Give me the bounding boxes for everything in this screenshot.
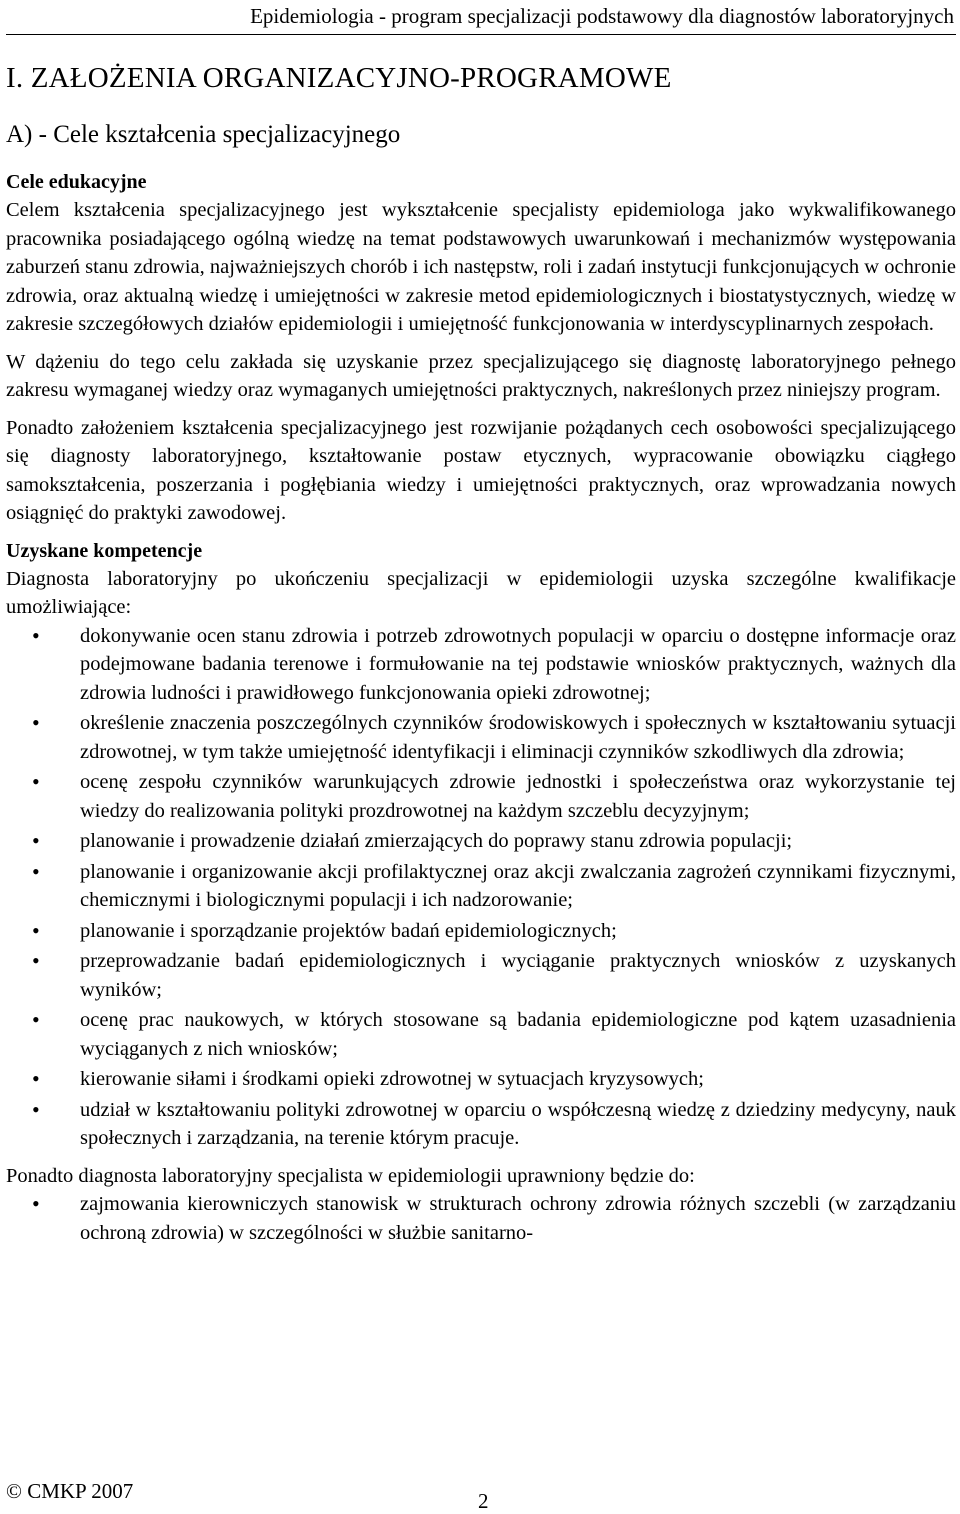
- list-item: • planowanie i organizowanie akcji profilaktycznej oraz akcji zwalczania zagrożeń czynnikami fizycznymi, chemicznymi i biologicznymi populacji i ich nadzorowanie;: [6, 858, 956, 915]
- list-item: • kierowanie siłami i środkami opieki zdrowotnej w sytuacjach kryzysowych;: [6, 1065, 956, 1094]
- goals-heading: Cele edukacyjne: [6, 171, 147, 193]
- section-title: I. ZAŁOŻENIA ORGANIZACYJNO-PROGRAMOWE: [6, 62, 672, 94]
- goals-paragraph-3: Ponadto założeniem kształcenia specjalizacyjnego jest rozwijanie pożądanych cech osobowości specjalizującego się diagnosty laboratoryjnego, kształtowanie postaw etycznych, wypracowanie obowiązku ciągłego samokształcenia, poszerzania i pogłębiania wiedzy i umiejętności praktycznych, oraz wprowadzania nowych osiągnięć do praktyki zawodowej.: [6, 416, 956, 524]
- list-item: • dokonywanie ocen stanu zdrowia i potrzeb zdrowotnych populacji w oparciu o dostępne informacje oraz podejmowane badania terenowe i formułowanie na tej podstawie wniosków praktycznych, ważnych dla zdrowia ludności i prawidłowego funkcjonowania opieki zdrowotnej;: [6, 622, 956, 708]
- document-page: [6, 0, 956, 1513]
- goals-paragraph-1: Celem kształcenia specjalizacyjnego jest wykształcenie specjalisty epidemiologa jako wykwalifikowanego pracownika posiadającego ogólną wiedzę na temat podstawowych uwarunkowań i mechanizmów występowania zaburzeń stanu zdrowia, najważniejszych chorób i ich następstw, roli i zadań instytucji funkcjonujących w ochronie zdrowia, oraz aktualną wiedzę i umiejętności w zakresie metod epidemiologicznych i biostatystycznych, wiedzę w zakresie szczegółowych działów epidemiologii i umiejętność funkcjonowania w interdyscyplinarnych zespołach.: [6, 199, 956, 335]
- authority-list: [6, 1190, 956, 1247]
- page-number: 2: [478, 1489, 489, 1513]
- list-item: • ocenę prac naukowych, w których stosowane są badania epidemiologiczne pod kątem uzasadnienia wyciąganych z nich wniosków;: [6, 1006, 956, 1063]
- list-item: • planowanie i sporządzanie projektów badań epidemiologicznych;: [6, 917, 956, 946]
- list-item: • określenie znaczenia poszczególnych czynników środowiskowych i społecznych w kształtowaniu sytuacji zdrowotnej, w tym także umiejętność identyfikacji i eliminacji czynników szkodliwych dla zdrowia;: [6, 709, 956, 766]
- competences-intro: Diagnosta laboratoryjny po ukończeniu specjalizacji w epidemiologii uzyska szczególne kwalifikacje umożliwiające:: [6, 567, 956, 618]
- footer-copyright: © CMKP 2007: [6, 1479, 134, 1503]
- competences-list: [6, 622, 956, 1153]
- running-header: Epidemiologia - program specjalizacji podstawowy dla diagnostów laboratoryjnych: [250, 4, 954, 28]
- goals-paragraph-2: W dążeniu do tego celu zakłada się uzyskanie przez specjalizującego się diagnostę laboratoryjnego pełnego zakresu wymaganej wiedzy oraz wymaganych umiejętności praktycznych, nakreślonych przez niniejszy program.: [6, 350, 956, 401]
- list-item: • ocenę zespołu czynników warunkujących zdrowie jednostki i społeczeństwa oraz wykorzystanie tej wiedzy do realizowania polityki prozdrowotnej na każdym szczeblu decyzyjnym;: [6, 768, 956, 825]
- list-item: • udział w kształtowaniu polityki zdrowotnej w oparciu o współczesną wiedzę z dziedziny medycyny, nauk społecznych i zarządzania, na terenie którym pracuje.: [6, 1096, 956, 1153]
- competences-heading: Uzyskane kompetencje: [6, 539, 203, 562]
- list-item: • zajmowania kierowniczych stanowisk w strukturach ochrony zdrowia różnych szczebli (w zarządzaniu ochroną zdrowia) w szczególności w służbie sanitarno-: [6, 1190, 956, 1247]
- authority-intro: Ponadto diagnosta laboratoryjny specjalista w epidemiologii uprawniony będzie do:: [6, 1164, 695, 1187]
- header-rule: [6, 34, 956, 35]
- section-subtitle: A) - Cele kształcenia specjalizacyjnego: [6, 121, 401, 148]
- content: [6, 60, 956, 1247]
- list-item: • przeprowadzanie badań epidemiologicznych i wyciąganie praktycznych wniosków z uzyskanych wyników;: [6, 947, 956, 1004]
- list-item: • planowanie i prowadzenie działań zmierzających do poprawy stanu zdrowia populacji;: [6, 827, 956, 856]
